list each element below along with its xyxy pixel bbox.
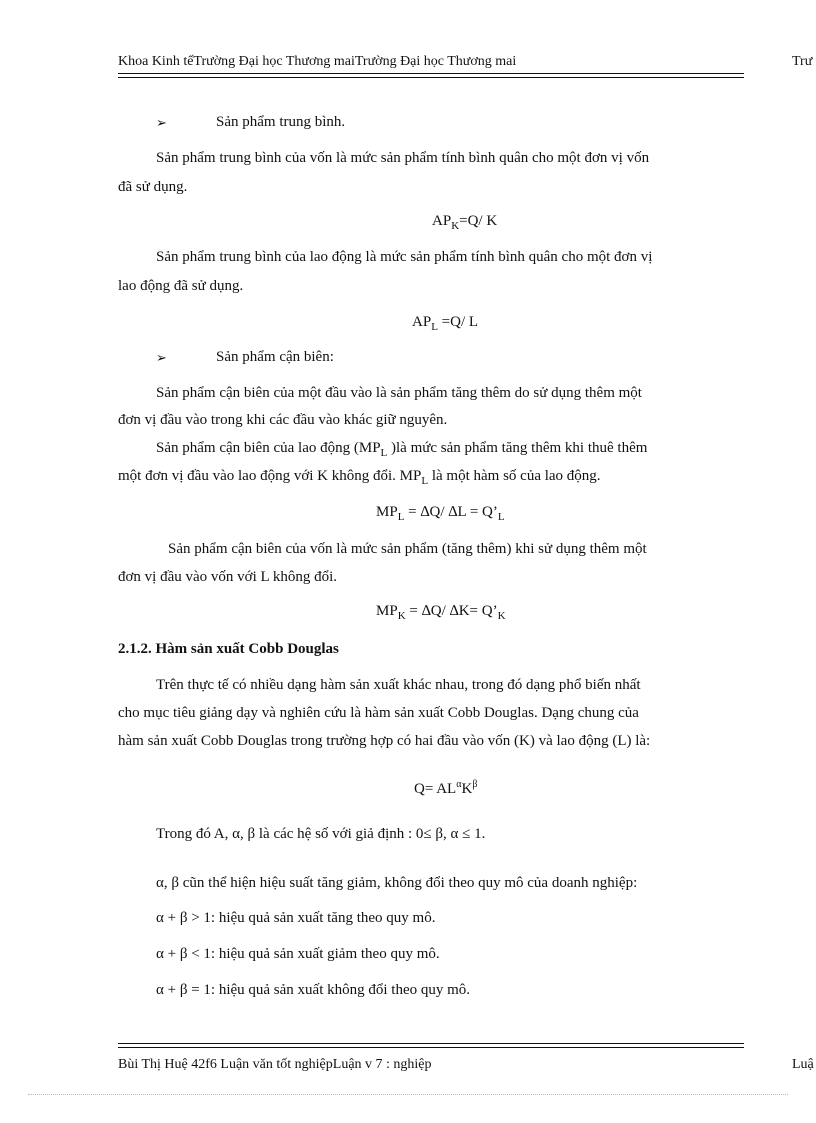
paragraph-line: đơn vị đầu vào trong khi các đầu vào khác giữ nguyên. xyxy=(118,412,448,428)
page-footer-left: Bùi Thị Huệ 42f6 Luận văn tốt nghiệpLuận v 7 : nghiệp xyxy=(118,1057,432,1072)
equation-cobb-douglas: $Q= AL^\alpha K^\beta$ xyxy=(414,779,478,797)
page-footer-right: Luậ xyxy=(792,1057,814,1072)
paragraph-line: đơn vị đầu vào vốn với L không đổi. xyxy=(118,569,338,585)
paragraph-line: cho mục tiêu giảng dạy và nghiên cứu là hàm sản xuất Cobb Douglas. Dạng chung của xyxy=(118,705,639,721)
paragraph-line: Sản phẩm trung bình của lao động là mức sản phẩm tính bình quân cho một đơn vị xyxy=(156,249,653,265)
paragraph-line: α, β cũn thể hiện hiệu suất tăng giảm, không đổi theo quy mô của doanh nghiệp: xyxy=(156,875,638,891)
footer-rule-1 xyxy=(118,1043,744,1044)
paragraph-line: lao động đã sử dụng. xyxy=(118,278,244,294)
section-heading: 2.1.2. Hàm sản xuất Cobb Douglas xyxy=(118,641,339,657)
equation-mpl: $MP_L = \Delta Q/$ $\Delta L = Q’_L$ xyxy=(376,504,505,523)
equation-apl: $AP_L =Q/$ L xyxy=(412,314,479,333)
paragraph-line: Trong đó A, α, β là các hệ số với giả định : 0≤ β, α ≤ 1. xyxy=(156,826,486,842)
paragraph-line: một đơn vị đầu vào lao động với K không đổi. $MP_L$ là một hàm số của lao động. xyxy=(118,468,601,487)
paragraph-line: Sản phẩm cận biên của vốn là mức sản phẩm (tăng thêm) khi sử dụng thêm một xyxy=(168,541,647,557)
paragraph-line: Sản phẩm cận biên của lao động ($MP_L$ )là mức sản phẩm tăng thêm khi thuê thêm xyxy=(156,440,648,459)
paragraph-line: đã sử dụng. xyxy=(118,179,188,195)
footer-rule-2 xyxy=(118,1047,744,1048)
paragraph-line: Sản phẩm trung bình của vốn là mức sản phẩm tính bình quân cho một đơn vị vốn xyxy=(156,150,650,166)
list-item: α + β = 1: hiệu quả sản xuất không đổi theo quy mô. xyxy=(156,982,471,998)
header-rule-2 xyxy=(118,77,744,78)
bullet-average-product: Sản phẩm trung bình. xyxy=(216,114,346,130)
paragraph-line: Sản phẩm cận biên của một đầu vào là sản phẩm tăng thêm do sử dụng thêm một xyxy=(156,385,642,401)
arrow-bullet-icon: ➢ xyxy=(156,115,167,130)
equation-apk: $AP_K=Q/$ K xyxy=(432,213,498,232)
bottom-dotted-divider xyxy=(28,1094,788,1095)
page-header-right: Trư xyxy=(792,54,813,69)
list-item: α + β > 1: hiệu quả sản xuất tăng theo quy mô. xyxy=(156,910,436,926)
bullet-marginal-product: Sản phẩm cận biên: xyxy=(216,349,334,365)
page-header-left: Khoa Kinh tếTrường Đại học Thương maiTrường Đại học Thương mai xyxy=(118,54,517,69)
list-item: α + β < 1: hiệu quả sản xuất giảm theo quy mô. xyxy=(156,946,440,962)
equation-mpk: $MP_K = \Delta Q/$ $\Delta K= Q’_K$ xyxy=(376,603,506,622)
paragraph-line: hàm sản xuất Cobb Douglas trong trường hợp có hai đầu vào vốn (K) và lao động (L) là: xyxy=(118,733,651,749)
arrow-bullet-icon: ➢ xyxy=(156,350,167,365)
header-rule-1 xyxy=(118,73,744,74)
paragraph-line: Trên thực tế có nhiều dạng hàm sản xuất khác nhau, trong đó dạng phổ biến nhất xyxy=(156,677,641,693)
